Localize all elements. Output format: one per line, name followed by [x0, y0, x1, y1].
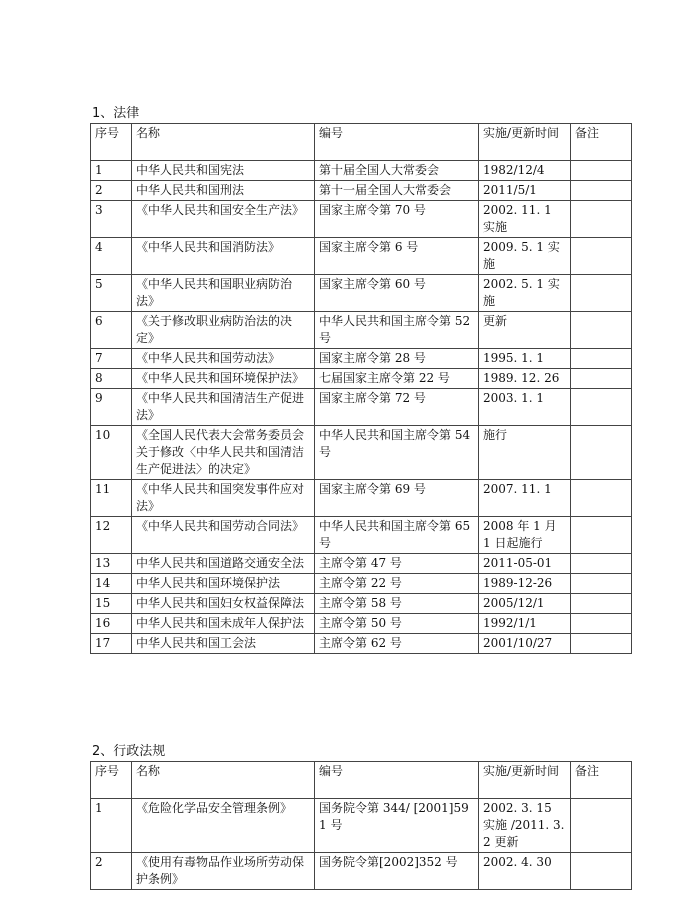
row-number: 1 — [91, 799, 132, 853]
table-row — [91, 799, 632, 853]
effective-date: 2009. 5. 1 实施 — [479, 238, 571, 275]
row-number: 7 — [91, 349, 132, 369]
row-number: 2 — [91, 181, 132, 201]
section-title-laws: 1、法律 — [92, 106, 140, 121]
effective-date: 1989-12-26 — [479, 574, 571, 594]
document-code: 中华人民共和国主席令第 54 号 — [315, 426, 479, 480]
remark — [571, 349, 632, 369]
laws-table — [90, 123, 632, 654]
header-name: 名称 — [132, 762, 315, 799]
effective-date: 2007. 11. 1 — [479, 480, 571, 517]
table-row — [91, 594, 632, 614]
effective-date: 2011/5/1 — [479, 181, 571, 201]
table-row — [91, 574, 632, 594]
row-number: 4 — [91, 238, 132, 275]
document-code: 主席令第 22 号 — [315, 574, 479, 594]
regulations-table-body — [91, 799, 632, 890]
effective-date: 施行 — [479, 426, 571, 480]
row-number: 12 — [91, 517, 132, 554]
document-code: 国家主席令第 72 号 — [315, 389, 479, 426]
effective-date: 2002. 4. 30 — [479, 853, 571, 890]
table-row — [91, 161, 632, 181]
effective-date: 1992/1/1 — [479, 614, 571, 634]
remark — [571, 634, 632, 654]
law-name: 《全国人民代表大会常务委员会关于修改〈中华人民共和国清洁生产促进法〉的决定》 — [132, 426, 315, 480]
row-number: 9 — [91, 389, 132, 426]
effective-date: 2011-05-01 — [479, 554, 571, 574]
laws-table-body — [91, 161, 632, 654]
document-code: 国务院令第[2002]352 号 — [315, 853, 479, 890]
law-name: 中华人民共和国工会法 — [132, 634, 315, 654]
remark — [571, 389, 632, 426]
remark — [571, 238, 632, 275]
remark — [571, 275, 632, 312]
table-row — [91, 517, 632, 554]
remark — [571, 517, 632, 554]
effective-date: 1982/12/4 — [479, 161, 571, 181]
remark — [571, 614, 632, 634]
law-name: 《关于修改职业病防治法的决定》 — [132, 312, 315, 349]
header-date: 实施/更新时间 — [479, 762, 571, 799]
table-header-row — [91, 124, 632, 161]
document-code: 国家主席令第 6 号 — [315, 238, 479, 275]
table-row — [91, 369, 632, 389]
law-name: 《使用有毒物品作业场所劳动保护条例》 — [132, 853, 315, 890]
section-title-regulations: 2、行政法规 — [92, 744, 166, 759]
row-number: 1 — [91, 161, 132, 181]
document-code: 主席令第 62 号 — [315, 634, 479, 654]
row-number: 15 — [91, 594, 132, 614]
header-no: 序号 — [91, 124, 132, 161]
remark — [571, 853, 632, 890]
header-note: 备注 — [571, 762, 632, 799]
row-number: 14 — [91, 574, 132, 594]
row-number: 13 — [91, 554, 132, 574]
document-code: 国家主席令第 70 号 — [315, 201, 479, 238]
remark — [571, 554, 632, 574]
effective-date: 2002. 5. 1 实施 — [479, 275, 571, 312]
row-number: 6 — [91, 312, 132, 349]
remark — [571, 480, 632, 517]
remark — [571, 426, 632, 480]
remark — [571, 201, 632, 238]
law-name: 中华人民共和国宪法 — [132, 161, 315, 181]
effective-date: 2008 年 1 月 1 日起施行 — [479, 517, 571, 554]
table-row — [91, 275, 632, 312]
table-row — [91, 201, 632, 238]
table-row — [91, 181, 632, 201]
table-row — [91, 238, 632, 275]
document-code: 七届国家主席令第 22 号 — [315, 369, 479, 389]
remark — [571, 181, 632, 201]
document-code: 第十届全国人大常委会 — [315, 161, 479, 181]
effective-date: 1995. 1. 1 — [479, 349, 571, 369]
row-number: 2 — [91, 853, 132, 890]
table-row — [91, 614, 632, 634]
law-name: 中华人民共和国环境保护法 — [132, 574, 315, 594]
law-name: 《中华人民共和国清洁生产促进法》 — [132, 389, 315, 426]
table-row — [91, 554, 632, 574]
law-name: 《中华人民共和国环境保护法》 — [132, 369, 315, 389]
document-code: 国家主席令第 60 号 — [315, 275, 479, 312]
law-name: 《中华人民共和国突发事件应对法》 — [132, 480, 315, 517]
document-code: 国务院令第 344/ [2001]591 号 — [315, 799, 479, 853]
effective-date: 1989. 12. 26 — [479, 369, 571, 389]
remark — [571, 574, 632, 594]
row-number: 11 — [91, 480, 132, 517]
document-code: 主席令第 50 号 — [315, 614, 479, 634]
header-date: 实施/更新时间 — [479, 124, 571, 161]
row-number: 5 — [91, 275, 132, 312]
effective-date: 2005/12/1 — [479, 594, 571, 614]
table-row — [91, 312, 632, 349]
document-code: 中华人民共和国主席令第 52 号 — [315, 312, 479, 349]
header-note: 备注 — [571, 124, 632, 161]
header-code: 编号 — [315, 124, 479, 161]
remark — [571, 594, 632, 614]
header-no: 序号 — [91, 762, 132, 799]
header-code: 编号 — [315, 762, 479, 799]
law-name: 《中华人民共和国劳动合同法》 — [132, 517, 315, 554]
regulations-table — [90, 761, 632, 890]
table-row — [91, 349, 632, 369]
table-row — [91, 634, 632, 654]
row-number: 8 — [91, 369, 132, 389]
law-name: 中华人民共和国未成年人保护法 — [132, 614, 315, 634]
effective-date: 2002. 3. 15 实施 /2011. 3. 2 更新 — [479, 799, 571, 853]
row-number: 3 — [91, 201, 132, 238]
table-row — [91, 853, 632, 890]
law-name: 《中华人民共和国劳动法》 — [132, 349, 315, 369]
row-number: 10 — [91, 426, 132, 480]
law-name: 《危险化学品安全管理条例》 — [132, 799, 315, 853]
table-row — [91, 480, 632, 517]
document-code: 第十一届全国人大常委会 — [315, 181, 479, 201]
law-name: 中华人民共和国刑法 — [132, 181, 315, 201]
header-name: 名称 — [132, 124, 315, 161]
effective-date: 2002. 11. 1 实施 — [479, 201, 571, 238]
document-code: 主席令第 47 号 — [315, 554, 479, 574]
law-name: 《中华人民共和国安全生产法》 — [132, 201, 315, 238]
document-code: 国家主席令第 69 号 — [315, 480, 479, 517]
effective-date: 更新 — [479, 312, 571, 349]
row-number: 16 — [91, 614, 132, 634]
remark — [571, 161, 632, 181]
law-name: 中华人民共和国妇女权益保障法 — [132, 594, 315, 614]
document-code: 主席令第 58 号 — [315, 594, 479, 614]
effective-date: 2001/10/27 — [479, 634, 571, 654]
remark — [571, 799, 632, 853]
table-row — [91, 389, 632, 426]
law-name: 中华人民共和国道路交通安全法 — [132, 554, 315, 574]
law-name: 《中华人民共和国消防法》 — [132, 238, 315, 275]
document-code: 国家主席令第 28 号 — [315, 349, 479, 369]
document-code: 中华人民共和国主席令第 65 号 — [315, 517, 479, 554]
law-name: 《中华人民共和国职业病防治法》 — [132, 275, 315, 312]
table-row — [91, 426, 632, 480]
table-header-row — [91, 762, 632, 799]
remark — [571, 369, 632, 389]
effective-date: 2003. 1. 1 — [479, 389, 571, 426]
remark — [571, 312, 632, 349]
row-number: 17 — [91, 634, 132, 654]
